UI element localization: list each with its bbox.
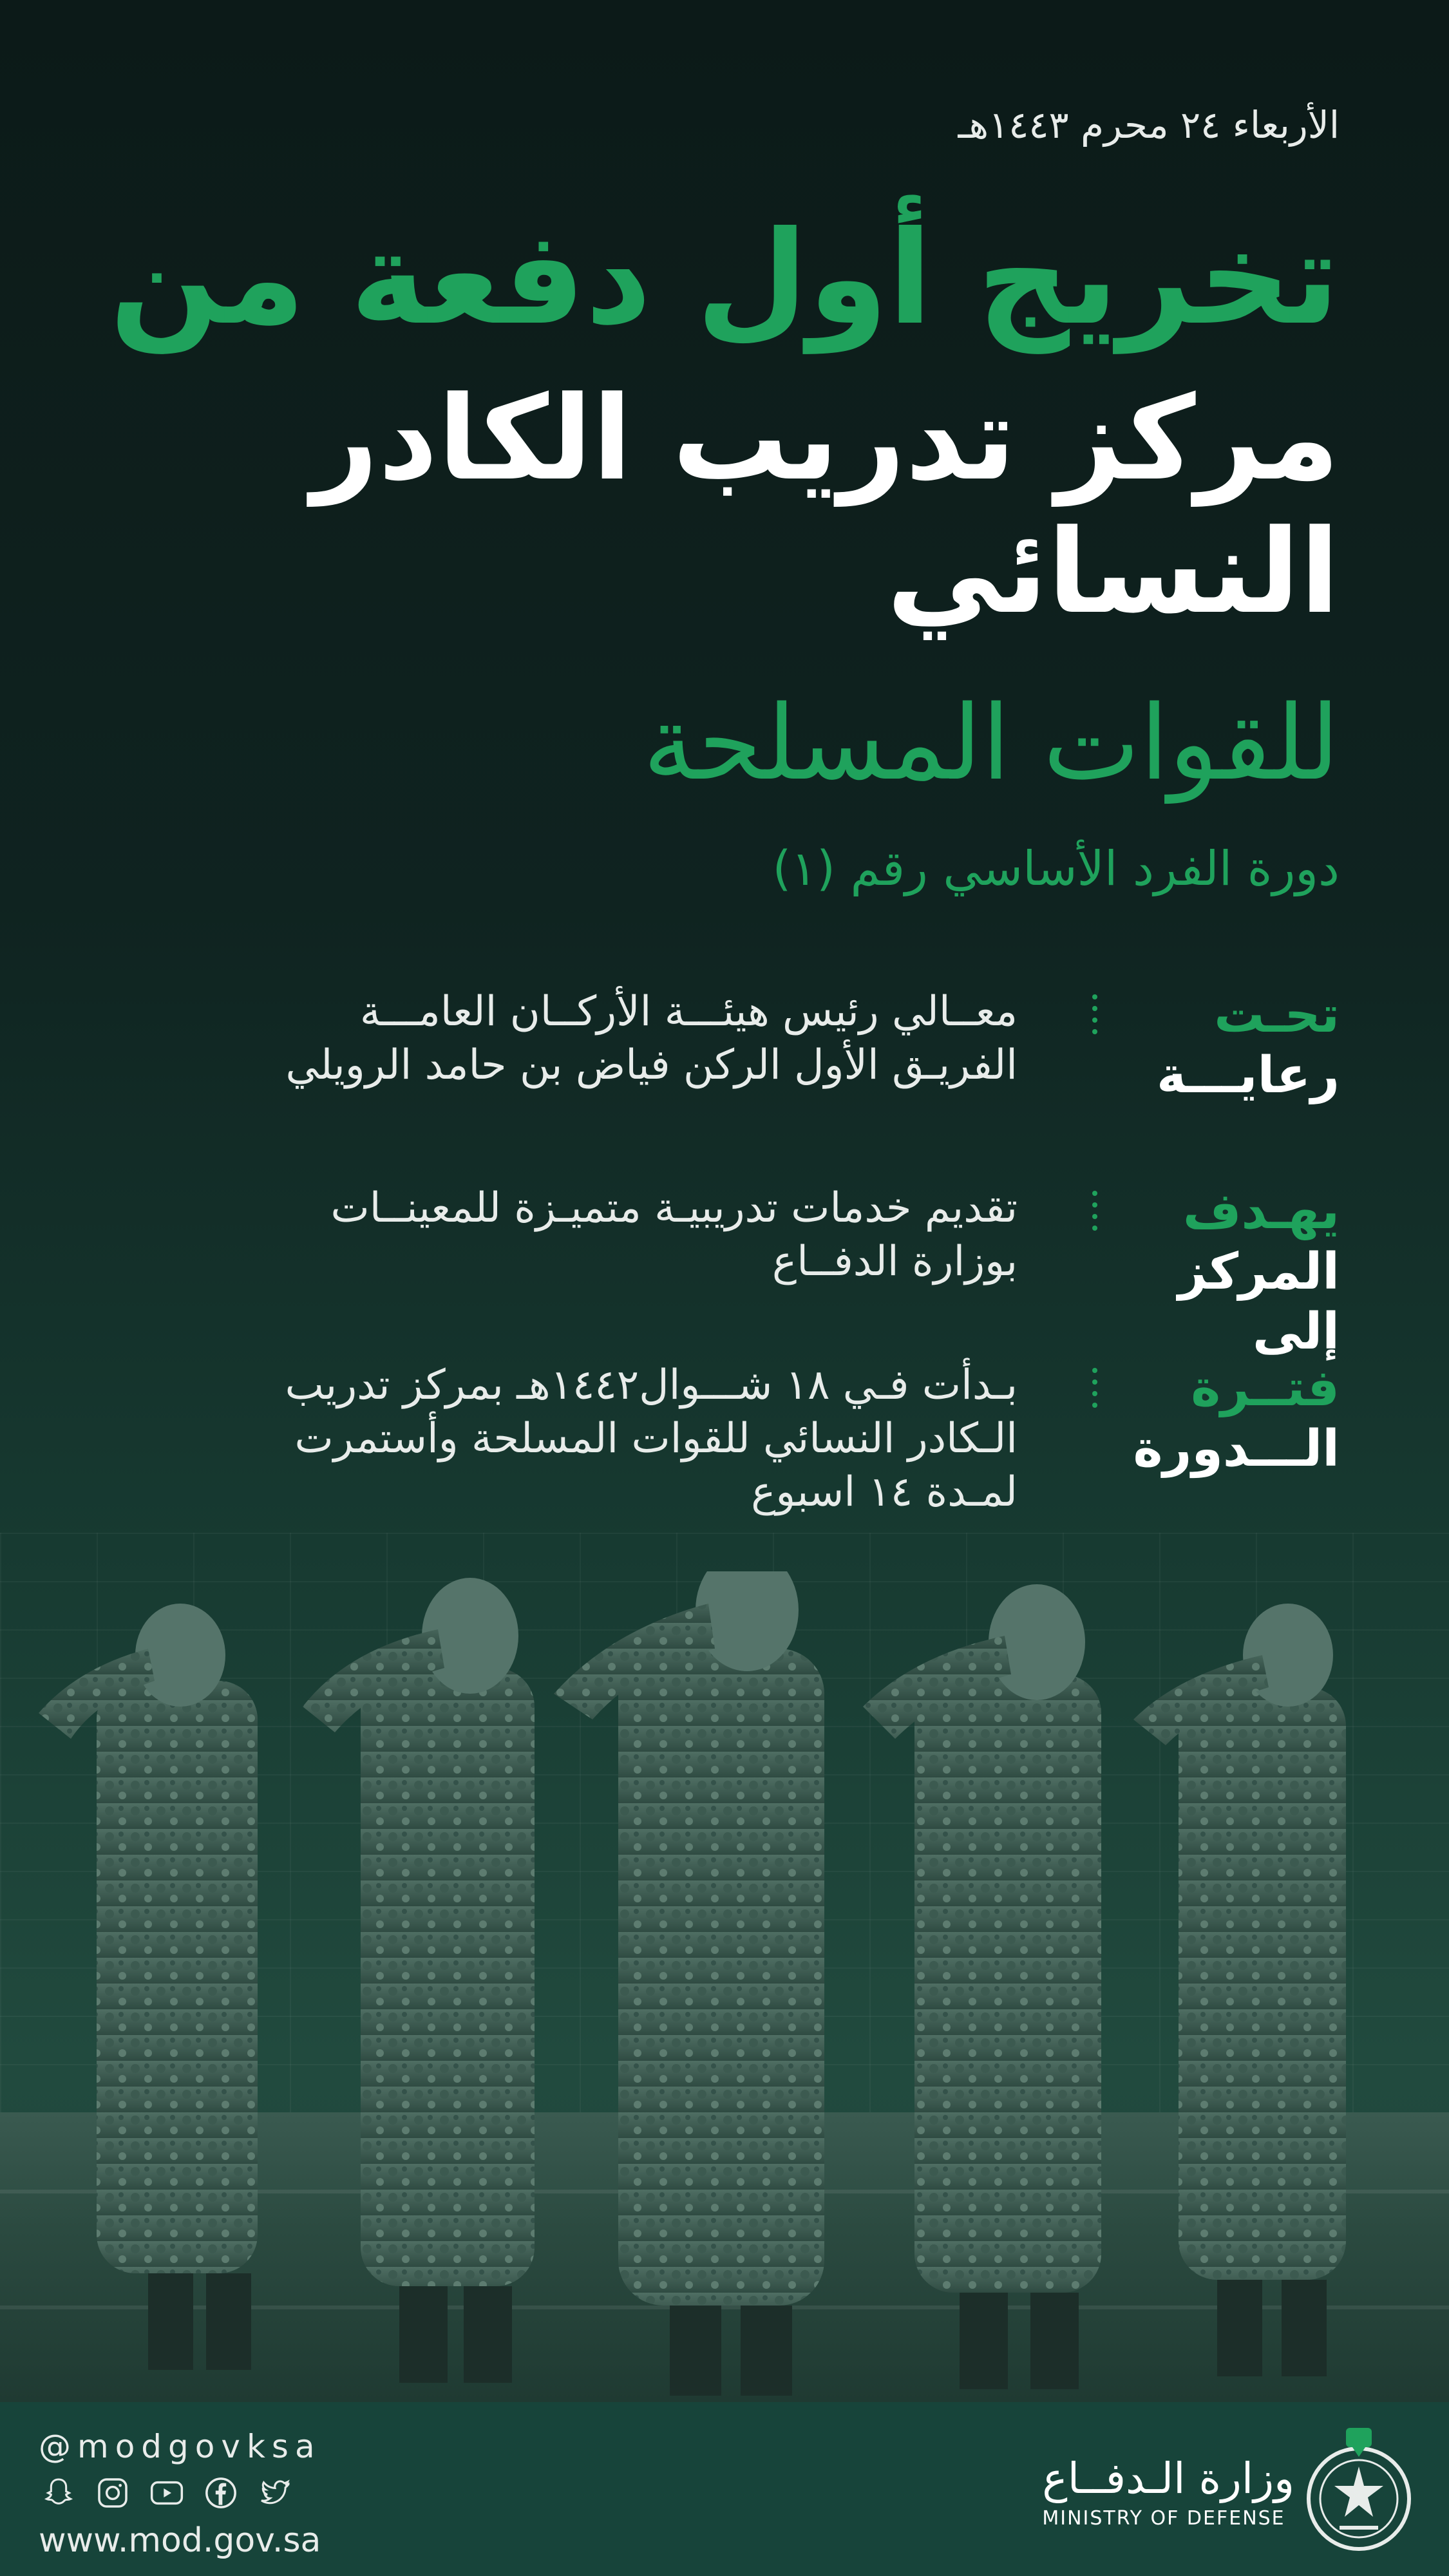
info-description: معــالي رئيس هيئـــة الأركــان العامـــة الفريـق الأول الركن فياض بن حامد الرويلي: [285, 988, 1018, 1090]
course-subtitle: دورة الفرد الأساسي رقم (١): [772, 841, 1340, 896]
twitter-icon[interactable]: [255, 2473, 295, 2513]
info-row-goal: [103, 1182, 1340, 1363]
soldier-1: [39, 1604, 258, 2370]
info-label: يهـدف المركز إلى: [1178, 1182, 1340, 1361]
soldier-2: [303, 1578, 535, 2383]
date: الأربعاء ٢٤ محرم ١٤٤٣هـ: [958, 103, 1340, 147]
footer: [0, 2402, 1449, 2576]
soldier-4: [863, 1584, 1101, 2389]
dots-separator-icon: [1056, 1182, 1133, 1363]
ministry-name-arabic: وزارة الـدفــاع: [1042, 2454, 1294, 2503]
facebook-icon[interactable]: [201, 2473, 241, 2513]
dots-separator-icon: [1056, 1359, 1133, 1520]
ministry-wordmark: [1042, 2454, 1294, 2530]
social-handle[interactable]: @modgovksa: [39, 2428, 321, 2465]
info-row-patronage: [103, 985, 1340, 1106]
headline-line-3: للقوات المسلحة: [643, 683, 1340, 803]
ministry-name-english: MINISTRY OF DEFENSE: [1042, 2507, 1285, 2530]
saluting-soldiers-image: [0, 1571, 1449, 2409]
info-label: تحـت رعايـــة: [1156, 986, 1340, 1104]
instagram-icon[interactable]: [93, 2473, 133, 2513]
soldier-3: [554, 1571, 824, 2396]
social-icons: [39, 2473, 295, 2513]
info-description: تقديم خدمات تدريبيـة متميـزة للمعينــات بوزارة الدفــاع: [330, 1184, 1018, 1286]
ministry-emblem-icon: [1301, 2421, 1417, 2563]
info-row-duration: [103, 1359, 1340, 1520]
snapchat-icon[interactable]: [39, 2473, 79, 2513]
soldier-5: [1133, 1604, 1346, 2376]
info-description: بـدأت فـي ١٨ شـــوال١٤٤٢هـ بمركز تدريب الـكادر النسائي للقوات المسلحة وأستمرت لمـدة ١٤ اسبوع: [285, 1361, 1018, 1517]
youtube-icon[interactable]: [147, 2473, 187, 2513]
dots-separator-icon: [1056, 985, 1133, 1106]
website-link[interactable]: www.mod.gov.sa: [39, 2521, 321, 2560]
header: [77, 103, 1340, 896]
headline-line-1: تخريج أول دفعة من: [109, 204, 1340, 354]
headline-line-2: مركز تدريب الكادر النسائي: [311, 372, 1340, 639]
info-label: فتــرة الـــدورة: [1133, 1359, 1340, 1478]
